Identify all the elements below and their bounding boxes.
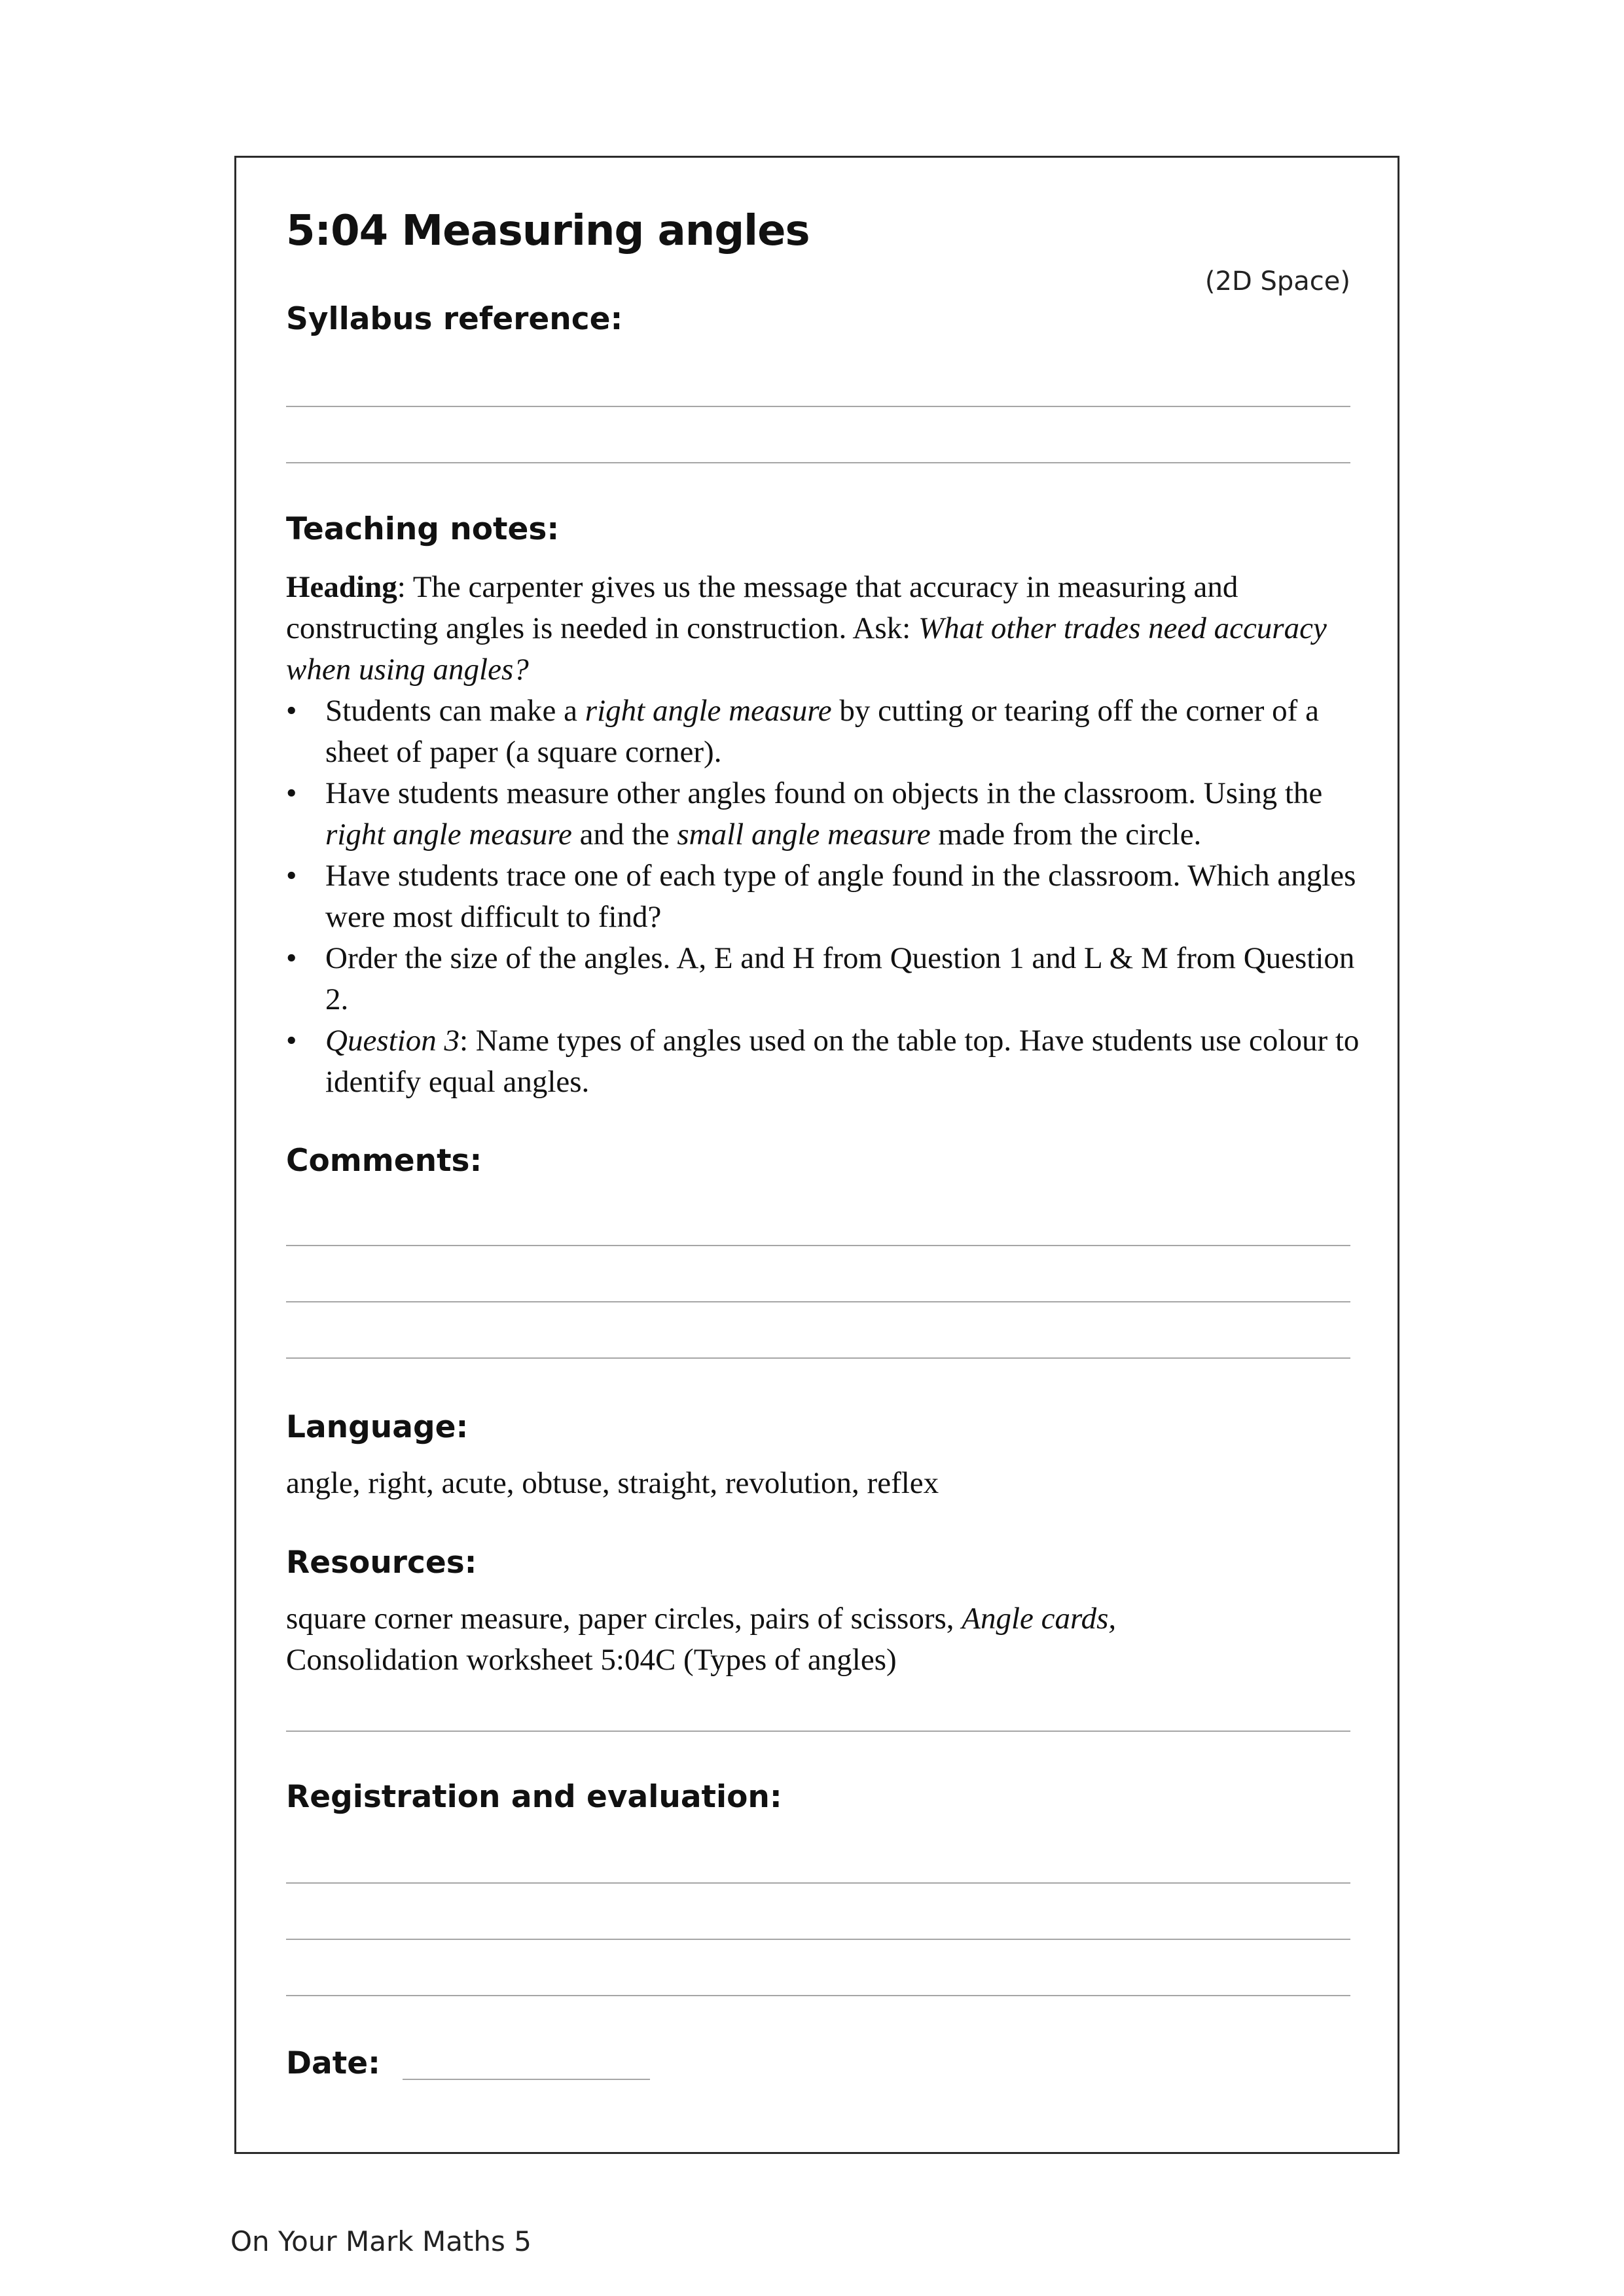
comments-line-2 [286, 1301, 1350, 1302]
syllabus-line-1 [286, 406, 1350, 407]
bullet-text: : Name types of angles used on the table top. Have students use colour to identify equal angles. [325, 1024, 1360, 1099]
bullet-dot: • [286, 941, 297, 975]
page-title: 5:04 Measuring angles [286, 207, 810, 255]
teaching-intro [286, 567, 1360, 691]
registration-line-2 [286, 1939, 1350, 1940]
bullet-italic-text: right angle measure [325, 817, 572, 852]
teaching-bullet-item [286, 855, 1360, 938]
footer-text: On Your Mark Maths 5 [230, 2225, 532, 2257]
teaching-bullet-item [286, 1020, 1360, 1103]
registration-line-3 [286, 1995, 1350, 1996]
teaching-bullets [286, 691, 1360, 1103]
resources-italic: Angle cards, [962, 1602, 1117, 1636]
language-text: angle, right, acute, obtuse, straight, revolution, reflex [286, 1466, 939, 1500]
bullet-text: Have students trace one of each type of angle found in the classroom. Which angles were most difficult to find? [325, 859, 1356, 934]
date-line [403, 2079, 650, 2080]
resources-heading: Resources: [286, 1545, 477, 1581]
strand-label: (2D Space) [1204, 266, 1350, 296]
resources-text-before: square corner measure, paper circles, pairs of scissors, [286, 1602, 962, 1636]
teaching-bullet-item [286, 773, 1360, 855]
bullet-text: by cutting or tearing off the corner of a sheet of paper (a square corner). [325, 694, 1319, 769]
bullet-text: Have students measure other angles found on objects in the classroom. Using the [325, 776, 1323, 810]
intro-text: : The carpenter gives us the message that accuracy in measuring and constructing angles is needed in construction. Ask: [286, 570, 1238, 645]
teaching-notes-body [286, 567, 1360, 1103]
teaching-notes-heading: Teaching notes: [286, 511, 560, 547]
teaching-bullet-item [286, 938, 1360, 1020]
bullet-italic-text: Question 3 [325, 1024, 460, 1058]
intro-italic: What other trades need accuracy when using angles? [286, 611, 1327, 687]
bullet-text: made from the circle. [930, 817, 1202, 852]
bullet-dot: • [286, 859, 297, 893]
comments-heading: Comments: [286, 1143, 482, 1179]
resources-text-after: Consolidation worksheet 5:04C (Types of angles) [286, 1643, 897, 1677]
resources-text [286, 1598, 1360, 1681]
bullet-text: Students can make a [325, 694, 585, 728]
bullet-dot: • [286, 776, 297, 810]
language-heading: Language: [286, 1409, 469, 1445]
bullet-italic-text: small angle measure [677, 817, 931, 852]
registration-line-1 [286, 1882, 1350, 1884]
comments-line-1 [286, 1245, 1350, 1246]
bullet-dot: • [286, 694, 297, 728]
registration-heading: Registration and evaluation: [286, 1779, 782, 1815]
syllabus-heading: Syllabus reference: [286, 301, 623, 337]
bullet-text: and the [571, 817, 677, 852]
comments-line-3 [286, 1357, 1350, 1359]
date-label: Date: [286, 2045, 380, 2081]
bullet-dot: • [286, 1024, 297, 1058]
bullet-italic-text: right angle measure [585, 694, 832, 728]
resources-line [286, 1731, 1350, 1732]
intro-bold: Heading [286, 570, 397, 604]
syllabus-line-2 [286, 462, 1350, 463]
bullet-text: Order the size of the angles. A, E and H from Question 1 and L & M from Question 2. [325, 941, 1355, 1016]
teaching-bullet-item [286, 691, 1360, 773]
